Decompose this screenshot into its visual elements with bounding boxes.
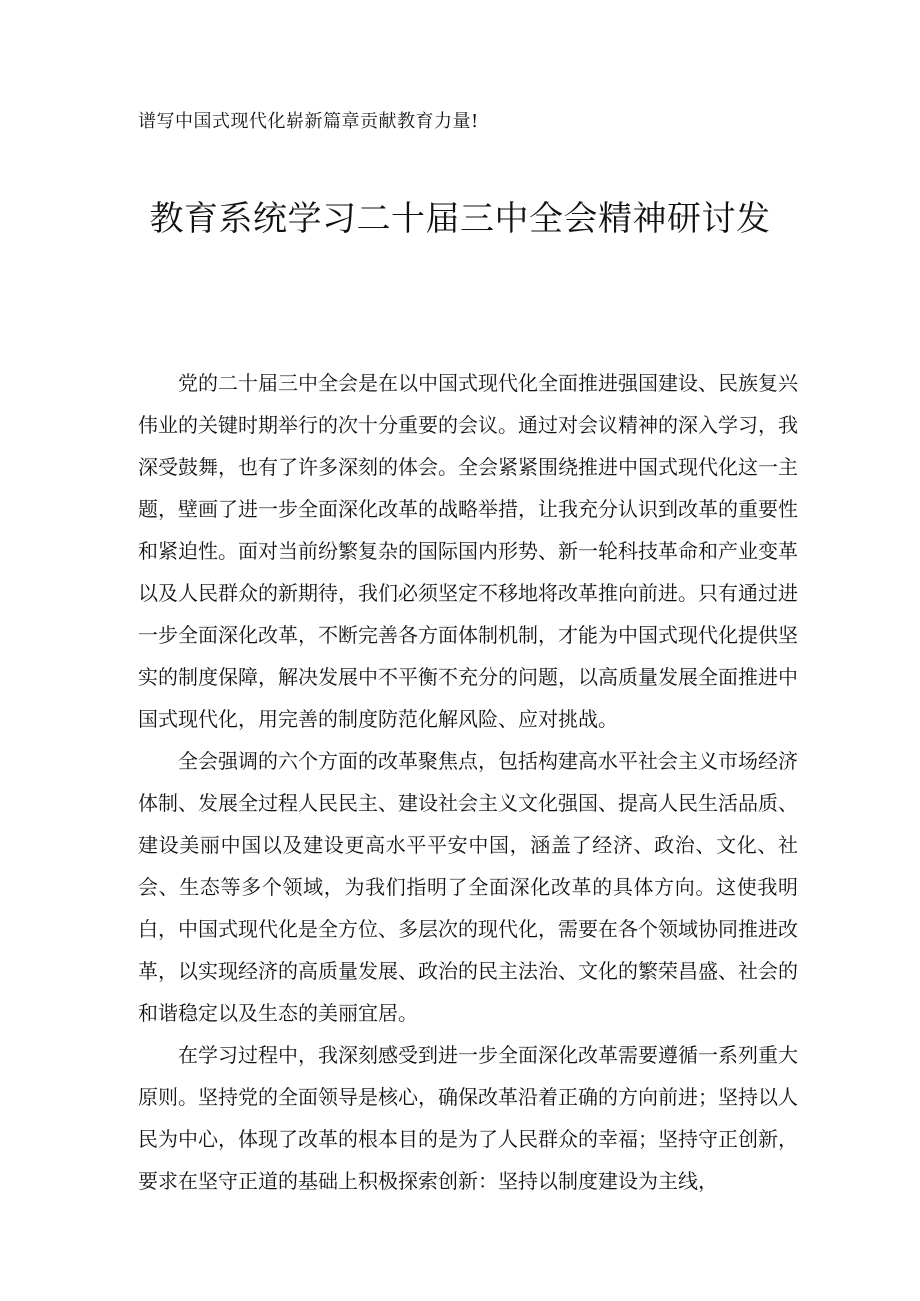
body-paragraph: 全会强调的六个方面的改革聚焦点，包括构建高水平社会主义市场经济体制、发展全过程人民民主、建设社会主义文化强国、提高人民生活品质、建设美丽中国以及建设更高水平平安中国，涵盖了经济、政治、文化、社会、生态等多个领域，为我们指明了全面深化改革的具体方向。这使我明白，中国式现代化是全方位、多层次的现代化，需要在各个领域协同推进改革，以实现经济的高质量发展、政治的民主法治、文化的繁荣昌盛、社会的和谐稳定以及生态的美丽宜居。 (138, 749, 798, 1025)
document-title: 教育系统学习二十届三中全会精神研讨发 (149, 199, 771, 239)
document-body (138, 362, 798, 1202)
body-paragraph: 在学习过程中，我深刻感受到进一步全面深化改革需要遵循一系列重大原则。坚持党的全面领导是核心，确保改革沿着正确的方向前进；坚持以人民为中心，体现了改革的根本目的是为了人民群众的幸福；坚持守正创新，要求在坚守正道的基础上积极探索创新：坚持以制度建设为主线， (138, 1043, 798, 1193)
document-subtitle: 谱写中国式现代化崭新篇章贡献教育力量! (138, 111, 479, 132)
body-paragraph: 党的二十届三中全会是在以中国式现代化全面推进强国建设、民族复兴伟业的关键时期举行的次十分重要的会议。通过对会议精神的深入学习，我深受鼓舞，也有了许多深刻的体会。全会紧紧围绕推进中国式现代化这一主题，壁画了进一步全面深化改革的战略举措，让我充分认识到改革的重要性和紧迫性。面对当前纷繁复杂的国际国内形势、新一轮科技革命和产业变革以及人民群众的新期待，我们必须坚定不移地将改革推向前进。只有通过进一步全面深化改革，不断完善各方面体制机制，才能为中国式现代化提供坚实的制度保障，解决发展中不平衡不充分的问题，以高质量发展全面推进中国式现代化，用完善的制度防范化解风险、应对挑战。 (138, 371, 798, 731)
